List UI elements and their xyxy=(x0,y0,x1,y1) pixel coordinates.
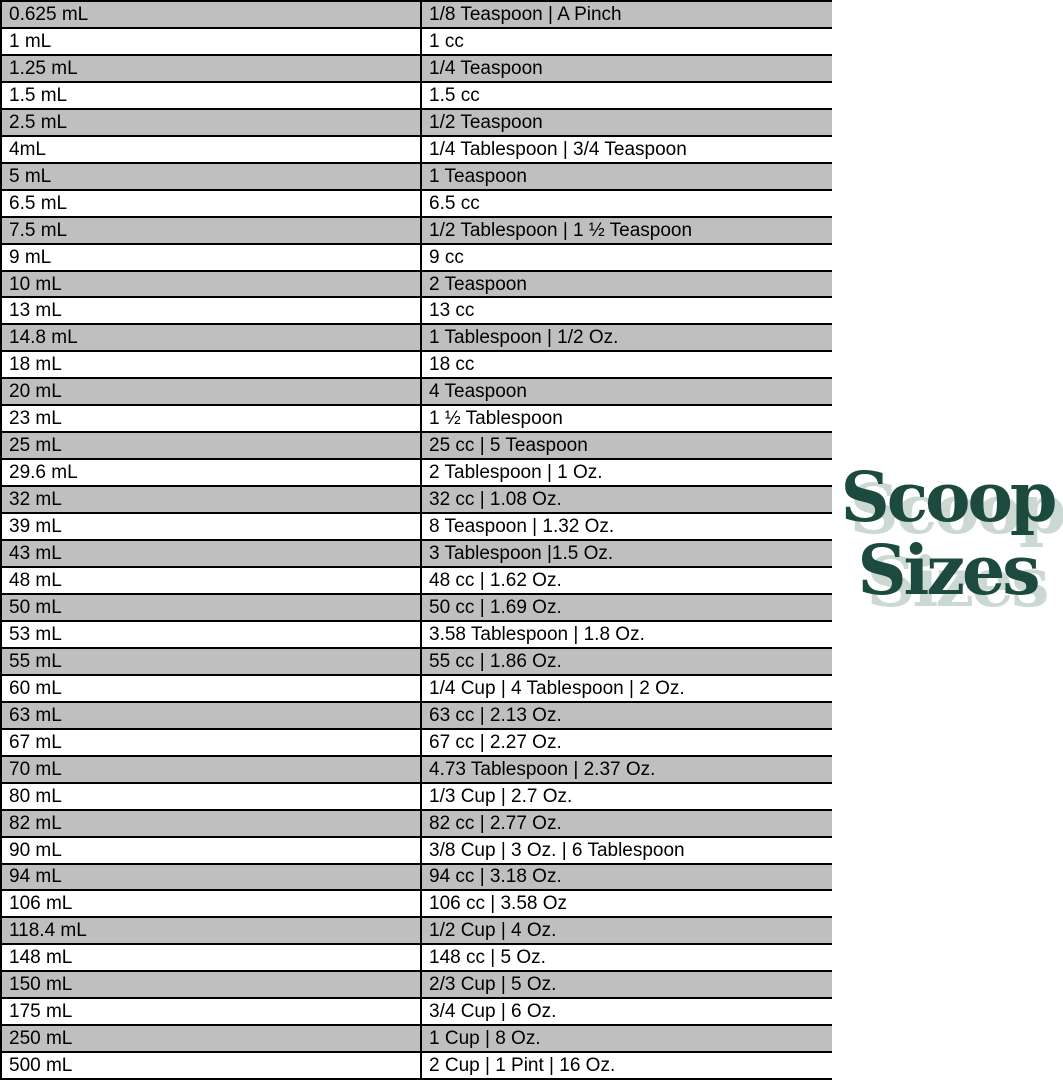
ml-cell: 4mL xyxy=(2,137,422,162)
table-row xyxy=(2,514,832,541)
equivalent-cell: 106 cc | 3.58 Oz xyxy=(429,893,568,915)
equivalent-cell: 1/4 Cup | 4 Tablespoon | 2 Oz. xyxy=(429,677,685,699)
equivalent-cell: 3/4 Cup | 6 Oz. xyxy=(429,1001,557,1023)
ml-cell: 67 mL xyxy=(2,730,422,755)
ml-cell: 60 mL xyxy=(2,676,422,701)
table-row xyxy=(2,730,832,757)
ml-cell: 20 mL xyxy=(2,379,422,404)
ml-cell: 500 mL xyxy=(2,1053,422,1078)
ml-cell: 0.625 mL xyxy=(2,2,422,27)
equivalent-cell: 9 cc xyxy=(429,246,464,268)
table-row xyxy=(2,460,832,487)
equivalent-cell: 148 cc | 5 Oz. xyxy=(429,947,546,969)
equivalent-cell: 1/2 Cup | 4 Oz. xyxy=(429,920,557,942)
ml-cell: 18 mL xyxy=(2,352,422,377)
equivalent-cell: 48 cc | 1.62 Oz. xyxy=(429,569,562,591)
ml-cell: 94 mL xyxy=(2,865,422,890)
equivalent-cell: 25 cc | 5 Teaspoon xyxy=(429,435,588,457)
table-row xyxy=(2,972,832,999)
ml-cell: 13 mL xyxy=(2,298,422,323)
table-row xyxy=(2,649,832,676)
table-row xyxy=(2,999,832,1026)
logo-scoop-sizes xyxy=(832,458,1063,611)
equivalent-cell: 3/8 Cup | 3 Oz. | 6 Tablespoon xyxy=(429,839,685,861)
ml-cell: 9 mL xyxy=(2,245,422,270)
logo-line1: Scoop xyxy=(840,458,1055,538)
table-row xyxy=(2,811,832,838)
ml-cell: 80 mL xyxy=(2,784,422,809)
ml-cell: 50 mL xyxy=(2,595,422,620)
equivalent-cell: 1 cc xyxy=(429,30,464,52)
equivalent-cell: 2 Tablespoon | 1 Oz. xyxy=(429,462,603,484)
table-row xyxy=(2,703,832,730)
table-row xyxy=(2,110,832,137)
equivalent-cell: 1/8 Teaspoon | A Pinch xyxy=(429,3,622,25)
ml-cell: 10 mL xyxy=(2,272,422,297)
table-row xyxy=(2,379,832,406)
ml-cell: 63 mL xyxy=(2,703,422,728)
ml-cell: 1 mL xyxy=(2,29,422,54)
ml-cell: 5 mL xyxy=(2,164,422,189)
equivalent-cell: 32 cc | 1.08 Oz. xyxy=(429,489,562,511)
equivalent-cell: 3.58 Tablespoon | 1.8 Oz. xyxy=(429,623,645,645)
table-row xyxy=(2,298,832,325)
table-row xyxy=(2,865,832,892)
ml-cell: 175 mL xyxy=(2,999,422,1024)
equivalent-cell: 1/3 Cup | 2.7 Oz. xyxy=(429,785,573,807)
equivalent-cell: 67 cc | 2.27 Oz. xyxy=(429,731,562,753)
table-row xyxy=(2,568,832,595)
table-row xyxy=(2,245,832,272)
equivalent-cell: 63 cc | 2.13 Oz. xyxy=(429,704,562,726)
equivalent-cell: 1/4 Teaspoon xyxy=(429,57,543,79)
ml-cell: 106 mL xyxy=(2,891,422,916)
table-row xyxy=(2,676,832,703)
ml-cell: 90 mL xyxy=(2,838,422,863)
equivalent-cell: 2 Teaspoon xyxy=(429,273,527,295)
table-row xyxy=(2,541,832,568)
equivalent-cell: 1 ½ Tablespoon xyxy=(429,408,563,430)
table-row xyxy=(2,918,832,945)
equivalent-cell: 94 cc | 3.18 Oz. xyxy=(429,866,562,888)
ml-cell: 1.25 mL xyxy=(2,56,422,81)
ml-cell: 150 mL xyxy=(2,972,422,997)
ml-cell: 7.5 mL xyxy=(2,218,422,243)
ml-cell: 118.4 mL xyxy=(2,918,422,943)
ml-cell: 39 mL xyxy=(2,514,422,539)
equivalent-cell: 3 Tablespoon |1.5 Oz. xyxy=(429,543,614,565)
table-row xyxy=(2,433,832,460)
equivalent-cell: 1.5 cc xyxy=(429,84,480,106)
equivalent-cell: 2/3 Cup | 5 Oz. xyxy=(429,974,557,996)
table-row xyxy=(2,784,832,811)
ml-cell: 1.5 mL xyxy=(2,83,422,108)
equivalent-cell: 8 Teaspoon | 1.32 Oz. xyxy=(429,516,615,538)
table-row xyxy=(2,29,832,56)
table-row xyxy=(2,1053,832,1080)
ml-cell: 23 mL xyxy=(2,406,422,431)
equivalent-cell: 1 Tablespoon | 1/2 Oz. xyxy=(429,327,619,349)
equivalent-cell: 4.73 Tablespoon | 2.37 Oz. xyxy=(429,758,656,780)
table-row xyxy=(2,164,832,191)
equivalent-cell: 18 cc xyxy=(429,354,475,376)
equivalent-cell: 6.5 cc xyxy=(429,192,480,214)
ml-cell: 53 mL xyxy=(2,622,422,647)
equivalent-cell: 1 Teaspoon xyxy=(429,165,527,187)
table-row xyxy=(2,272,832,299)
logo-panel xyxy=(832,0,1063,1080)
equivalent-cell: 1 Cup | 8 Oz. xyxy=(429,1028,541,1050)
table-row xyxy=(2,622,832,649)
ml-cell: 250 mL xyxy=(2,1026,422,1051)
table-row xyxy=(2,1026,832,1053)
ml-cell: 43 mL xyxy=(2,541,422,566)
ml-cell: 32 mL xyxy=(2,487,422,512)
ml-cell: 29.6 mL xyxy=(2,460,422,485)
table-row xyxy=(2,891,832,918)
ml-cell: 148 mL xyxy=(2,945,422,970)
table-row xyxy=(2,352,832,379)
table-row xyxy=(2,325,832,352)
table-row xyxy=(2,838,832,865)
ml-cell: 25 mL xyxy=(2,433,422,458)
equivalent-cell: 1/2 Tablespoon | 1 ½ Teaspoon xyxy=(429,219,693,241)
table-row xyxy=(2,487,832,514)
ml-cell: 14.8 mL xyxy=(2,325,422,350)
ml-cell: 82 mL xyxy=(2,811,422,836)
ml-cell: 70 mL xyxy=(2,757,422,782)
table-row xyxy=(2,56,832,83)
logo-line2: Sizes xyxy=(857,531,1038,611)
table-row xyxy=(2,83,832,110)
equivalent-cell: 4 Teaspoon xyxy=(429,381,527,403)
table-row xyxy=(2,137,832,164)
equivalent-cell: 1/4 Tablespoon | 3/4 Teaspoon xyxy=(429,138,687,160)
ml-cell: 6.5 mL xyxy=(2,191,422,216)
ml-cell: 48 mL xyxy=(2,568,422,593)
table-row xyxy=(2,2,832,29)
equivalent-cell: 82 cc | 2.77 Oz. xyxy=(429,812,562,834)
equivalent-cell: 55 cc | 1.86 Oz. xyxy=(429,650,562,672)
ml-cell: 55 mL xyxy=(2,649,422,674)
table-row xyxy=(2,218,832,245)
ml-cell: 2.5 mL xyxy=(2,110,422,135)
equivalent-cell: 1/2 Teaspoon xyxy=(429,111,543,133)
table-row xyxy=(2,945,832,972)
equivalent-cell: 13 cc xyxy=(429,300,475,322)
table-row xyxy=(2,191,832,218)
table-row xyxy=(2,595,832,622)
equivalent-cell: 2 Cup | 1 Pint | 16 Oz. xyxy=(429,1055,616,1077)
table-row xyxy=(2,406,832,433)
table-row xyxy=(2,757,832,784)
equivalent-cell: 50 cc | 1.69 Oz. xyxy=(429,596,562,618)
